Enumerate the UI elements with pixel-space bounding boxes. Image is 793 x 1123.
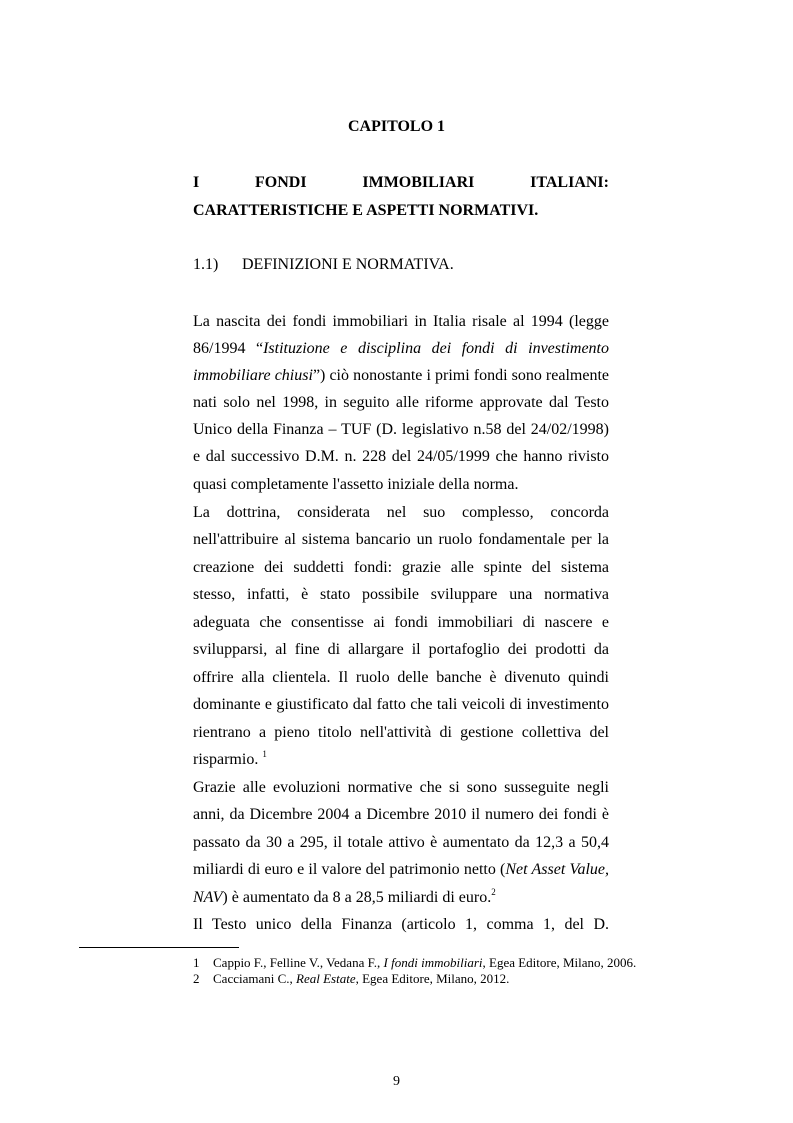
body-line: La nascita dei fondi immobiliari in Italia risale al 1994 (legge [193, 313, 609, 330]
page-number: 9 [393, 1074, 400, 1089]
body-line: dominante e giustificato dal fatto che tali veicoli di investimento [193, 696, 609, 713]
title-word: FONDI [255, 174, 307, 191]
body-line: adeguata che consentisse ai fondi immobiliari di nascere e [193, 614, 609, 631]
section-number: 1.1) [193, 256, 219, 273]
body-line: nati solo nel 1998, in seguito alle riforme approvate dal Testo [193, 394, 609, 411]
body-line: svilupparsi, al fine di allargare il portafoglio dei prodotti da [193, 641, 609, 658]
body-line: rientrano a pieno titolo nell'attività di gestione collettiva del [193, 724, 609, 741]
footnote-ref: 2 [491, 888, 496, 897]
body-line: miliardi di euro e il valore del patrimonio netto (Net Asset Value, [193, 861, 609, 878]
body-line: La dottrina, considerata nel suo complesso, concorda [193, 504, 609, 521]
footnote-number: 1 [193, 955, 200, 970]
body-line: nell'attribuire al sistema bancario un ruolo fondamentale per la [193, 531, 609, 548]
body-line: creazione dei suddetti fondi: grazie alle spinte del sistema [193, 559, 609, 576]
body-line: NAV) è aumentato da 8 a 28,5 miliardi di euro.$^2$ [193, 888, 496, 906]
body-line: quasi completamente l'assetto iniziale della norma. [193, 476, 519, 493]
body-line: risparmio. $^1$ [193, 750, 267, 768]
body-line: anni, da Dicembre 2004 a Dicembre 2010 il numero dei fondi è [193, 806, 609, 823]
section-title: DEFINIZIONI E NORMATIVA. [242, 256, 454, 273]
body-line: 86/1994 “Istituzione e disciplina dei fondi di investimento [193, 340, 609, 357]
footnote-ref: 1 [262, 750, 267, 759]
body-line: Unico della Finanza – TUF (D. legislativo n.58 del 24/02/1998) [193, 421, 609, 438]
footnote-separator [79, 947, 239, 948]
body-line: passato da 30 a 295, il totale attivo è aumentato da 12,3 a 50,4 [193, 834, 609, 851]
chapter-title-line-1 [193, 174, 609, 192]
body-line: stesso, infatti, è stato possibile sviluppare una normativa [193, 586, 609, 603]
chapter-heading: CAPITOLO 1 [347, 118, 446, 135]
body-line: e dal successivo D.M. n. 228 del 24/05/1999 che hanno rivisto [193, 448, 609, 465]
body-line: immobiliare chiusi”) ciò nonostante i primi fondi sono realmente [193, 367, 609, 384]
chapter-title-line-2: CARATTERISTICHE E ASPETTI NORMATIVI. [193, 202, 539, 219]
title-word: IMMOBILIARI [362, 174, 475, 191]
body-line: Il Testo unico della Finanza (articolo 1, comma 1, del D. [193, 916, 609, 933]
footnote-number: 2 [193, 971, 200, 986]
footnote: 1 Cappio F., Felline V., Vedana F., I fondi immobiliari, Egea Editore, Milano, 2006. [193, 955, 637, 970]
body-line: Grazie alle evoluzioni normative che si sono susseguite negli [193, 779, 609, 796]
title-word: I [193, 174, 200, 191]
footnote: 2 Cacciamani C., Real Estate, Egea Editore, Milano, 2012. [193, 971, 510, 986]
title-word: ITALIANI: [530, 174, 609, 191]
body-line: offrire alla clientela. Il ruolo delle banche è divenuto quindi [193, 669, 609, 686]
